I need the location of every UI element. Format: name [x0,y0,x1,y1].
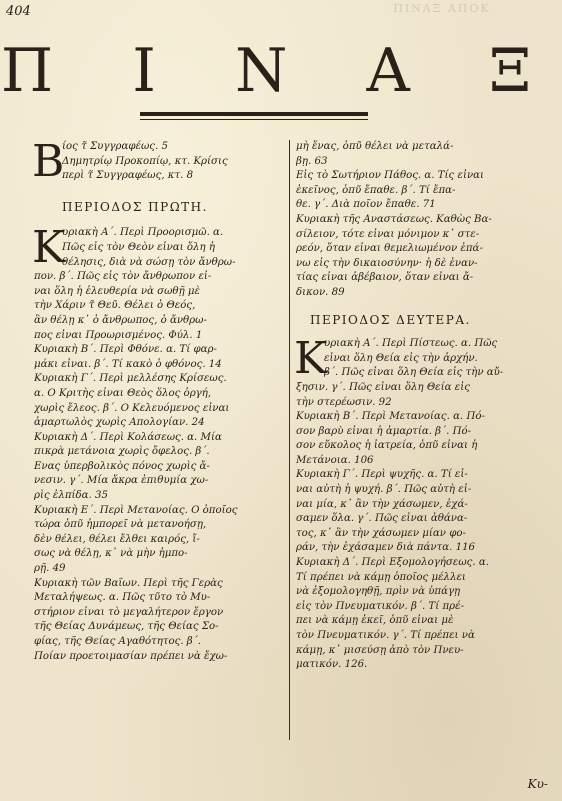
index-entry-line: εἰς τὸν Πνευματικόν. β΄. Τί πρέ- [296,600,465,612]
right-top-lines [296,140,542,301]
index-entry-line: ξησιν. γ΄. Πῶς εἶναι ὅλη Θεία εἰς [296,381,470,393]
index-entry-line: κάμῃ, κ᾽ μισεύσῃ ἀπὸ τὸν Πνευ- [296,644,464,656]
index-entry-line: τὴν Χάριν τ̃ Θεῦ. Θέλει ὁ Θεός, [34,300,196,312]
intro-lines [32,136,282,187]
index-entry-line: Κυριακὴ Ε΄. Περὶ Μετανοίας. Ο ὁποῖος [34,504,238,516]
index-entry-line: θε. γ΄. Διὰ ποῖον ἔπαθε. 71 [296,199,436,211]
index-entry-line: Κυριακὴ Δ΄. Περὶ Εξομολογήσεως. α. [296,557,489,569]
index-entry-line: Ενας ὑπερβολικὸς πόνος χωρὶς ἄ- [34,460,210,472]
index-entry-line: β΄. Πῶς εἶναι ὅλη Θεία εἰς τὴν αὔ- [324,367,504,379]
index-entry-line: νὰ ἐξομολογηθῇ, πρὶν νὰ ὑπάγῃ [296,586,461,598]
index-entry-line: σον εὔκολος ἡ ἰατρεία, ὁπῦ εἶναι ἡ [296,440,478,452]
index-entry-line: Εἰς τὸ Σωτήριον Πάθος. α. Τίς εἶναι [296,170,485,182]
index-entry-line: σον βαρὺ εἶναι ἡ ἁμαρτία. β΄. Πό- [296,425,472,437]
index-entry-line: Τί πρέπει νὰ κάμῃ ὁποῖος μέλλει [296,571,466,583]
index-entry-line: Κυριακὴ τῆς Αναστάσεως. Καθὼς Βα- [296,213,492,225]
index-entry-line: τὴν στερέωσιν. 92 [296,396,392,408]
index-entry-line: ναι μία, κ᾽ ἂν τὴν χάσωμεν, ἐχά- [296,498,468,510]
title-rule-thick [140,112,368,116]
index-entry-line: ἁμαρτωλὸς χωρὶς Απολογίαν. 24 [34,417,205,429]
index-entry-line: Μετάνοια. 106 [296,454,374,466]
index-entry-line: ἐκεῖνος, ὁπῦ ἔπαθε. β΄. Τί ἔπα- [296,184,456,196]
index-entry-line: μὴ ἕνας, ὁπῦ θέλει νὰ μεταλά- [296,141,454,152]
index-entry-line: ναι ὅλη ἡ ἐλευθερία νὰ σωθῇ μὲ [34,285,200,297]
index-entry-line: πει νὰ κάμῃ ἐκεῖ, ὁπῦ εἶναι μὲ [296,615,454,627]
index-entry-line: τῆς Θείας Δυνάμεως, τῆς Θείας Σο- [34,621,219,633]
intro-block [32,136,282,187]
index-entry-line: Κυριακὴ Β΄. Περὶ Μετανοίας. α. Πό- [296,411,485,423]
index-entry-line: ρῇ. 49 [34,563,66,575]
left-column [32,136,282,664]
index-entry-line: χωρὶς ἔλεος. β΄. Ο Κελευόμενος εἶναι [34,402,230,414]
index-entry-line: Κυριακὴ Γ΄. Περὶ μελλέσης Κρίσεως. [34,373,227,385]
index-entry-line: εἶναι ὅλη Θεία εἰς τὴν ἀρχήν. [324,352,478,364]
index-entry-line: Κυριακὴ τῶν Βαΐων. Περὶ τῆς Γερὰς [34,577,223,589]
right-entry-lines [294,333,542,673]
title-rule-thin [140,119,368,120]
index-entry-line: θέλησις, διὰ νὰ σώσῃ τὸν ἄνθρω- [62,256,236,268]
index-entry-line: πικρὰ μετάνοια χωρὶς ὄφελος. β΄. [34,446,210,458]
index-entry-line: τώρα ὁπῦ ἠμπορεῖ νὰ μετανοήσῃ, [34,519,207,531]
index-entry-line: σαμεν ὅλα. γ΄. Πῶς εἶναι ἀθάνα- [296,513,468,525]
index-entry-line: Πῶς εἰς τὸν Θεὸν εἶναι ὅλη ἡ [62,241,215,253]
page-title: Π Ι Ν Α Ξ [0,36,562,106]
index-entry-line: νεσιν. γ΄. Μία ἄκρα ἐπιθυμία χω- [34,475,209,487]
index-entry-line: ρεόν, ὅταν εἶναι θεμελιωμένον ἐπά- [296,243,483,255]
index-entry-line: σως νὰ θέλῃ, κ᾽ νὰ μὴν ἠμπο- [34,548,188,560]
index-entry-line: πος εἶναι Προωρισμένος. Φύλ. 1 [34,329,203,341]
index-entry-line: α. Ο Κριτὴς εἶναι Θεὸς ὅλος ὀργή, [34,387,212,399]
index-entry-line: Μεταλήψεως. α. Πῶς τῦτο τὸ Μυ- [34,592,211,604]
catchword: Κυ- [527,777,548,791]
index-entry-line: μάκι εἶναι. β΄. Τί κακὸ ὁ φθόνος. 14 [34,358,222,370]
index-entry-line: υριακὴ Α΄. Περὶ Προορισμῶ. α. [62,227,224,239]
section-second-block [294,333,542,673]
index-entry-line: φίας, τῆς Θείας Αγαθότητος. β΄. [34,636,202,647]
intro-line: περὶ τ̃ Συγγραφέως, κτ. 8 [62,170,194,182]
index-entry-line: ναι αὐτὴ ἡ ψυχή. β΄. Πῶς αὐτὴ εἶ- [296,484,472,496]
section-first-dropcap: K [32,222,65,274]
section-first-block [32,222,282,664]
index-entry-line: ματικόν. 126. [296,659,368,671]
index-entry-line: δικον. 89 [296,286,345,298]
index-entry-line: ρὶς ἐλπίδα. 35 [34,490,108,502]
index-entry-line: ράν, τὴν ἐχάσαμεν διὰ πάντα. 116 [296,542,476,554]
index-entry-line: Κυριακὴ Β΄. Περὶ Φθόνε. α. Τί φαρ- [34,344,217,356]
index-entry-line: πον. β΄. Πῶς εἰς τὸν ἄνθρωπον εἶ- [34,271,212,283]
index-entry-line: υριακὴ Α΄. Περὶ Πίστεως. α. Πῶς [324,338,498,350]
page-number: 404 [6,4,31,19]
column-divider [289,140,290,740]
intro-line: Δημητρίῳ Προκοπίῳ, κτ. Κρίσις [62,155,228,167]
index-entry-line: τίας εἶναι ἀβέβαιον, ὅταν εἶναι ἄ- [296,272,474,284]
intro-dropcap: B [32,136,65,187]
section-second-dropcap: K [294,333,327,385]
index-entry-line: τος, κ᾽ ἂν τὴν χάσωμεν μίαν φο- [296,527,466,539]
index-entry-line: βῃ. 63 [296,155,328,167]
index-entry-line: Κυριακὴ Δ΄. Περὶ Κολάσεως. α. Μία [34,431,222,443]
intro-line: ίος τ̃ Συγγραφέως. 5 [62,141,168,152]
right-column [296,140,542,673]
index-entry-line: στήριον εἶναι τὸ μεγαλήτερον ἔργον [34,606,224,618]
bleed-through-text: ΠΙΝΑΞ ΑΠΟΚ [393,2,491,15]
section-heading-first: ΠΕΡΙΟΔΟΣ ΠΡΩΤΗ. [62,199,208,214]
left-entry-lines [32,222,282,664]
index-entry-line: σίλειον, τότε εἶναι μόνιμον κ᾽ στε- [296,228,480,240]
index-entry-line: τὸν Πνευματικόν. γ΄. Τί πρέπει νὰ [296,630,475,641]
index-entry-line: Κυριακὴ Γ΄. Περὶ ψυχῆς. α. Τί εἶ- [296,469,468,481]
index-entry-line: ἂν θέλῃ κ᾽ ὁ ἄνθρωπος, ὁ ἄνθρω- [34,314,207,326]
index-entry-line: δὲν θέλει, θέλει ἔλθει καιρός, ἴ- [34,533,200,545]
index-entry-line: Ποίαν προετοιμασίαν πρέπει νὰ ἔχω- [34,650,228,662]
index-entry-line: νω εἰς τὴν δικαιοσύνην· ἡ δὲ ἐναν- [296,257,478,269]
section-heading-second: ΠΕΡΙΟΔΟΣ ΔΕΥΤΕΡΑ. [310,312,471,327]
